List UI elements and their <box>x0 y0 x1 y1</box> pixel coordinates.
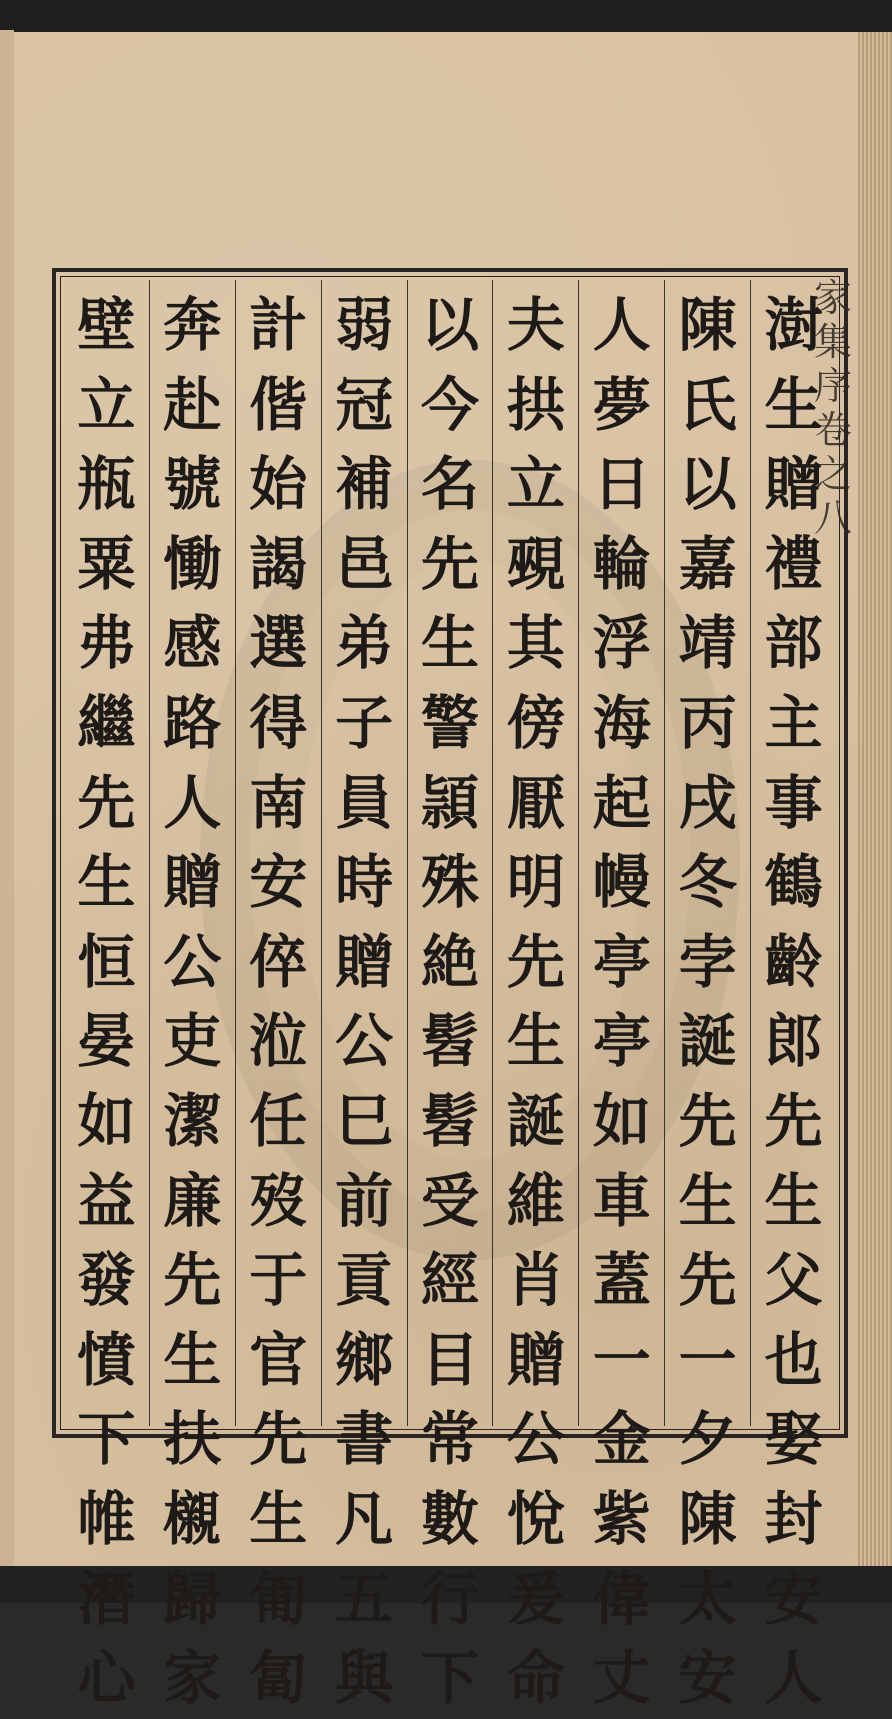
text-column <box>407 280 493 1713</box>
character: 禮 <box>764 529 823 598</box>
character: 弟 <box>335 609 394 678</box>
character: 戌 <box>678 768 737 837</box>
character: 于 <box>249 1246 308 1315</box>
character: 發 <box>77 1246 136 1315</box>
page-stack-edge <box>858 32 892 1568</box>
character: 輪 <box>592 529 651 598</box>
character: 夕 <box>678 1405 737 1474</box>
left-page-edge <box>0 30 14 1570</box>
character: 家 <box>163 1644 222 1713</box>
character: 壁 <box>77 291 136 359</box>
character: 孛 <box>678 927 737 996</box>
character: 冬 <box>678 848 737 917</box>
text-column <box>492 280 578 1713</box>
top-border <box>0 0 892 34</box>
character: 金 <box>592 1405 651 1474</box>
character: 贈 <box>764 450 823 519</box>
character: 悅 <box>506 1484 565 1553</box>
character: 生 <box>163 1325 222 1394</box>
text-frame <box>52 268 848 1713</box>
character: 員 <box>335 768 394 837</box>
character: 生 <box>506 1007 565 1076</box>
character: 常 <box>420 1405 479 1474</box>
character: 一 <box>678 1325 737 1394</box>
character: 先 <box>678 1086 737 1155</box>
character: 公 <box>163 927 222 996</box>
character: 先 <box>420 529 479 598</box>
character: 選 <box>249 609 308 678</box>
character: 先 <box>163 1246 222 1315</box>
character: 立 <box>77 370 136 439</box>
character: 澍 <box>764 291 823 359</box>
character: 繼 <box>77 688 136 757</box>
character: 涖 <box>249 1007 308 1076</box>
character: 如 <box>592 1086 651 1155</box>
character: 傍 <box>506 688 565 757</box>
character: 其 <box>506 609 565 678</box>
character: 邑 <box>335 529 394 598</box>
character: 得 <box>249 688 308 757</box>
character: 南 <box>249 768 308 837</box>
character: 髫 <box>420 1086 479 1155</box>
character: 書 <box>335 1405 394 1474</box>
character: 補 <box>335 450 394 519</box>
character: 氏 <box>678 370 737 439</box>
character: 陳 <box>678 1484 737 1553</box>
character: 爰 <box>506 1564 565 1633</box>
character: 匍 <box>249 1564 308 1633</box>
character: 公 <box>506 1405 565 1474</box>
character: 偉 <box>592 1564 651 1633</box>
character: 贈 <box>506 1325 565 1394</box>
character: 先 <box>764 1086 823 1155</box>
character: 五 <box>335 1564 394 1633</box>
character: 命 <box>506 1644 565 1713</box>
character: 任 <box>249 1086 308 1155</box>
character: 先 <box>77 768 136 837</box>
character: 幔 <box>592 848 651 917</box>
character: 誕 <box>678 1007 737 1076</box>
character: 計 <box>249 291 308 359</box>
character: 鄉 <box>335 1325 394 1394</box>
character: 亭 <box>592 1007 651 1076</box>
character: 吏 <box>163 1007 222 1076</box>
character: 瓶 <box>77 450 136 519</box>
character: 官 <box>249 1325 308 1394</box>
character: 亭 <box>592 927 651 996</box>
character: 陳 <box>678 291 737 359</box>
character: 娶 <box>764 1405 823 1474</box>
character: 丙 <box>678 688 737 757</box>
text-column <box>149 280 235 1713</box>
character: 奔 <box>163 291 222 359</box>
character: 海 <box>592 688 651 757</box>
character: 晏 <box>77 1007 136 1076</box>
character: 厭 <box>506 768 565 837</box>
character: 靖 <box>678 609 737 678</box>
character: 時 <box>335 848 394 917</box>
character: 先 <box>249 1405 308 1474</box>
character: 車 <box>592 1166 651 1235</box>
character: 封 <box>764 1484 823 1553</box>
character: 潔 <box>163 1086 222 1155</box>
character: 心 <box>77 1644 136 1713</box>
character: 先 <box>678 1246 737 1315</box>
character: 歸 <box>163 1564 222 1633</box>
character: 生 <box>764 370 823 439</box>
character: 人 <box>592 291 651 359</box>
text-column <box>578 280 664 1713</box>
character: 赴 <box>163 370 222 439</box>
character: 公 <box>335 1007 394 1076</box>
character: 憤 <box>77 1325 136 1394</box>
character: 感 <box>163 609 222 678</box>
margin-character: 之 <box>813 452 852 496</box>
character: 覡 <box>506 529 565 598</box>
character: 粟 <box>77 529 136 598</box>
character: 髫 <box>420 1007 479 1076</box>
character: 凡 <box>335 1484 394 1553</box>
character: 贈 <box>163 848 222 917</box>
character: 倅 <box>249 927 308 996</box>
character: 益 <box>77 1166 136 1235</box>
character: 如 <box>77 1086 136 1155</box>
character: 下 <box>77 1405 136 1474</box>
character: 立 <box>506 450 565 519</box>
character: 安 <box>249 848 308 917</box>
character: 明 <box>506 848 565 917</box>
character: 人 <box>764 1644 823 1713</box>
character: 以 <box>420 291 479 359</box>
character: 弗 <box>77 609 136 678</box>
character: 廉 <box>163 1166 222 1235</box>
character: 謁 <box>249 529 308 598</box>
character: 肖 <box>506 1246 565 1315</box>
character: 安 <box>678 1644 737 1713</box>
character: 生 <box>678 1166 737 1235</box>
character: 始 <box>249 450 308 519</box>
character: 生 <box>420 609 479 678</box>
character: 子 <box>335 688 394 757</box>
character: 起 <box>592 768 651 837</box>
character: 經 <box>420 1246 479 1315</box>
character: 贈 <box>335 927 394 996</box>
margin-character: 八 <box>813 496 852 540</box>
character: 櫬 <box>163 1484 222 1553</box>
character: 目 <box>420 1325 479 1394</box>
character: 嘉 <box>678 529 737 598</box>
character: 夫 <box>506 291 565 359</box>
character: 鶴 <box>764 848 823 917</box>
margin-character: 序 <box>813 364 852 408</box>
character: 偕 <box>249 370 308 439</box>
character: 先 <box>506 927 565 996</box>
character: 慟 <box>163 529 222 598</box>
character: 恒 <box>77 927 136 996</box>
character: 巳 <box>335 1086 394 1155</box>
character: 數 <box>420 1484 479 1553</box>
character: 前 <box>335 1166 394 1235</box>
character: 名 <box>420 450 479 519</box>
character: 部 <box>764 609 823 678</box>
character: 弱 <box>335 291 394 359</box>
character: 誕 <box>506 1086 565 1155</box>
character: 齡 <box>764 927 823 996</box>
character: 主 <box>764 688 823 757</box>
text-column <box>750 280 836 1713</box>
character: 與 <box>335 1644 394 1713</box>
text-column <box>664 280 750 1713</box>
character: 生 <box>764 1166 823 1235</box>
character: 路 <box>163 688 222 757</box>
character: 貢 <box>335 1246 394 1315</box>
character: 頴 <box>420 768 479 837</box>
character: 殊 <box>420 848 479 917</box>
character: 紫 <box>592 1484 651 1553</box>
character: 蓋 <box>592 1246 651 1315</box>
character: 浮 <box>592 609 651 678</box>
character: 日 <box>592 450 651 519</box>
character: 夢 <box>592 370 651 439</box>
character: 父 <box>764 1246 823 1315</box>
margin-character: 卷 <box>813 408 852 452</box>
margin-character: 集 <box>813 320 852 364</box>
character: 行 <box>420 1564 479 1633</box>
margin-character: 家 <box>813 276 852 320</box>
character: 維 <box>506 1166 565 1235</box>
character: 郎 <box>764 1007 823 1076</box>
character: 冠 <box>335 370 394 439</box>
character: 丈 <box>592 1644 651 1713</box>
text-columns <box>64 280 836 1713</box>
character: 帷 <box>77 1484 136 1553</box>
character: 太 <box>678 1564 737 1633</box>
character: 歿 <box>249 1166 308 1235</box>
character: 生 <box>77 848 136 917</box>
character: 一 <box>592 1325 651 1394</box>
character: 絶 <box>420 927 479 996</box>
character: 潛 <box>77 1564 136 1633</box>
character: 人 <box>163 768 222 837</box>
character: 安 <box>764 1564 823 1633</box>
character: 也 <box>764 1325 823 1394</box>
character: 下 <box>420 1644 479 1713</box>
character: 警 <box>420 688 479 757</box>
text-column <box>321 280 407 1713</box>
character: 號 <box>163 450 222 519</box>
character: 事 <box>764 768 823 837</box>
character: 匐 <box>249 1644 308 1713</box>
text-column <box>235 280 321 1713</box>
character: 以 <box>678 450 737 519</box>
character: 生 <box>249 1484 308 1553</box>
character: 拱 <box>506 370 565 439</box>
text-column <box>64 280 149 1713</box>
character: 受 <box>420 1166 479 1235</box>
character: 扶 <box>163 1405 222 1474</box>
character: 今 <box>420 370 479 439</box>
